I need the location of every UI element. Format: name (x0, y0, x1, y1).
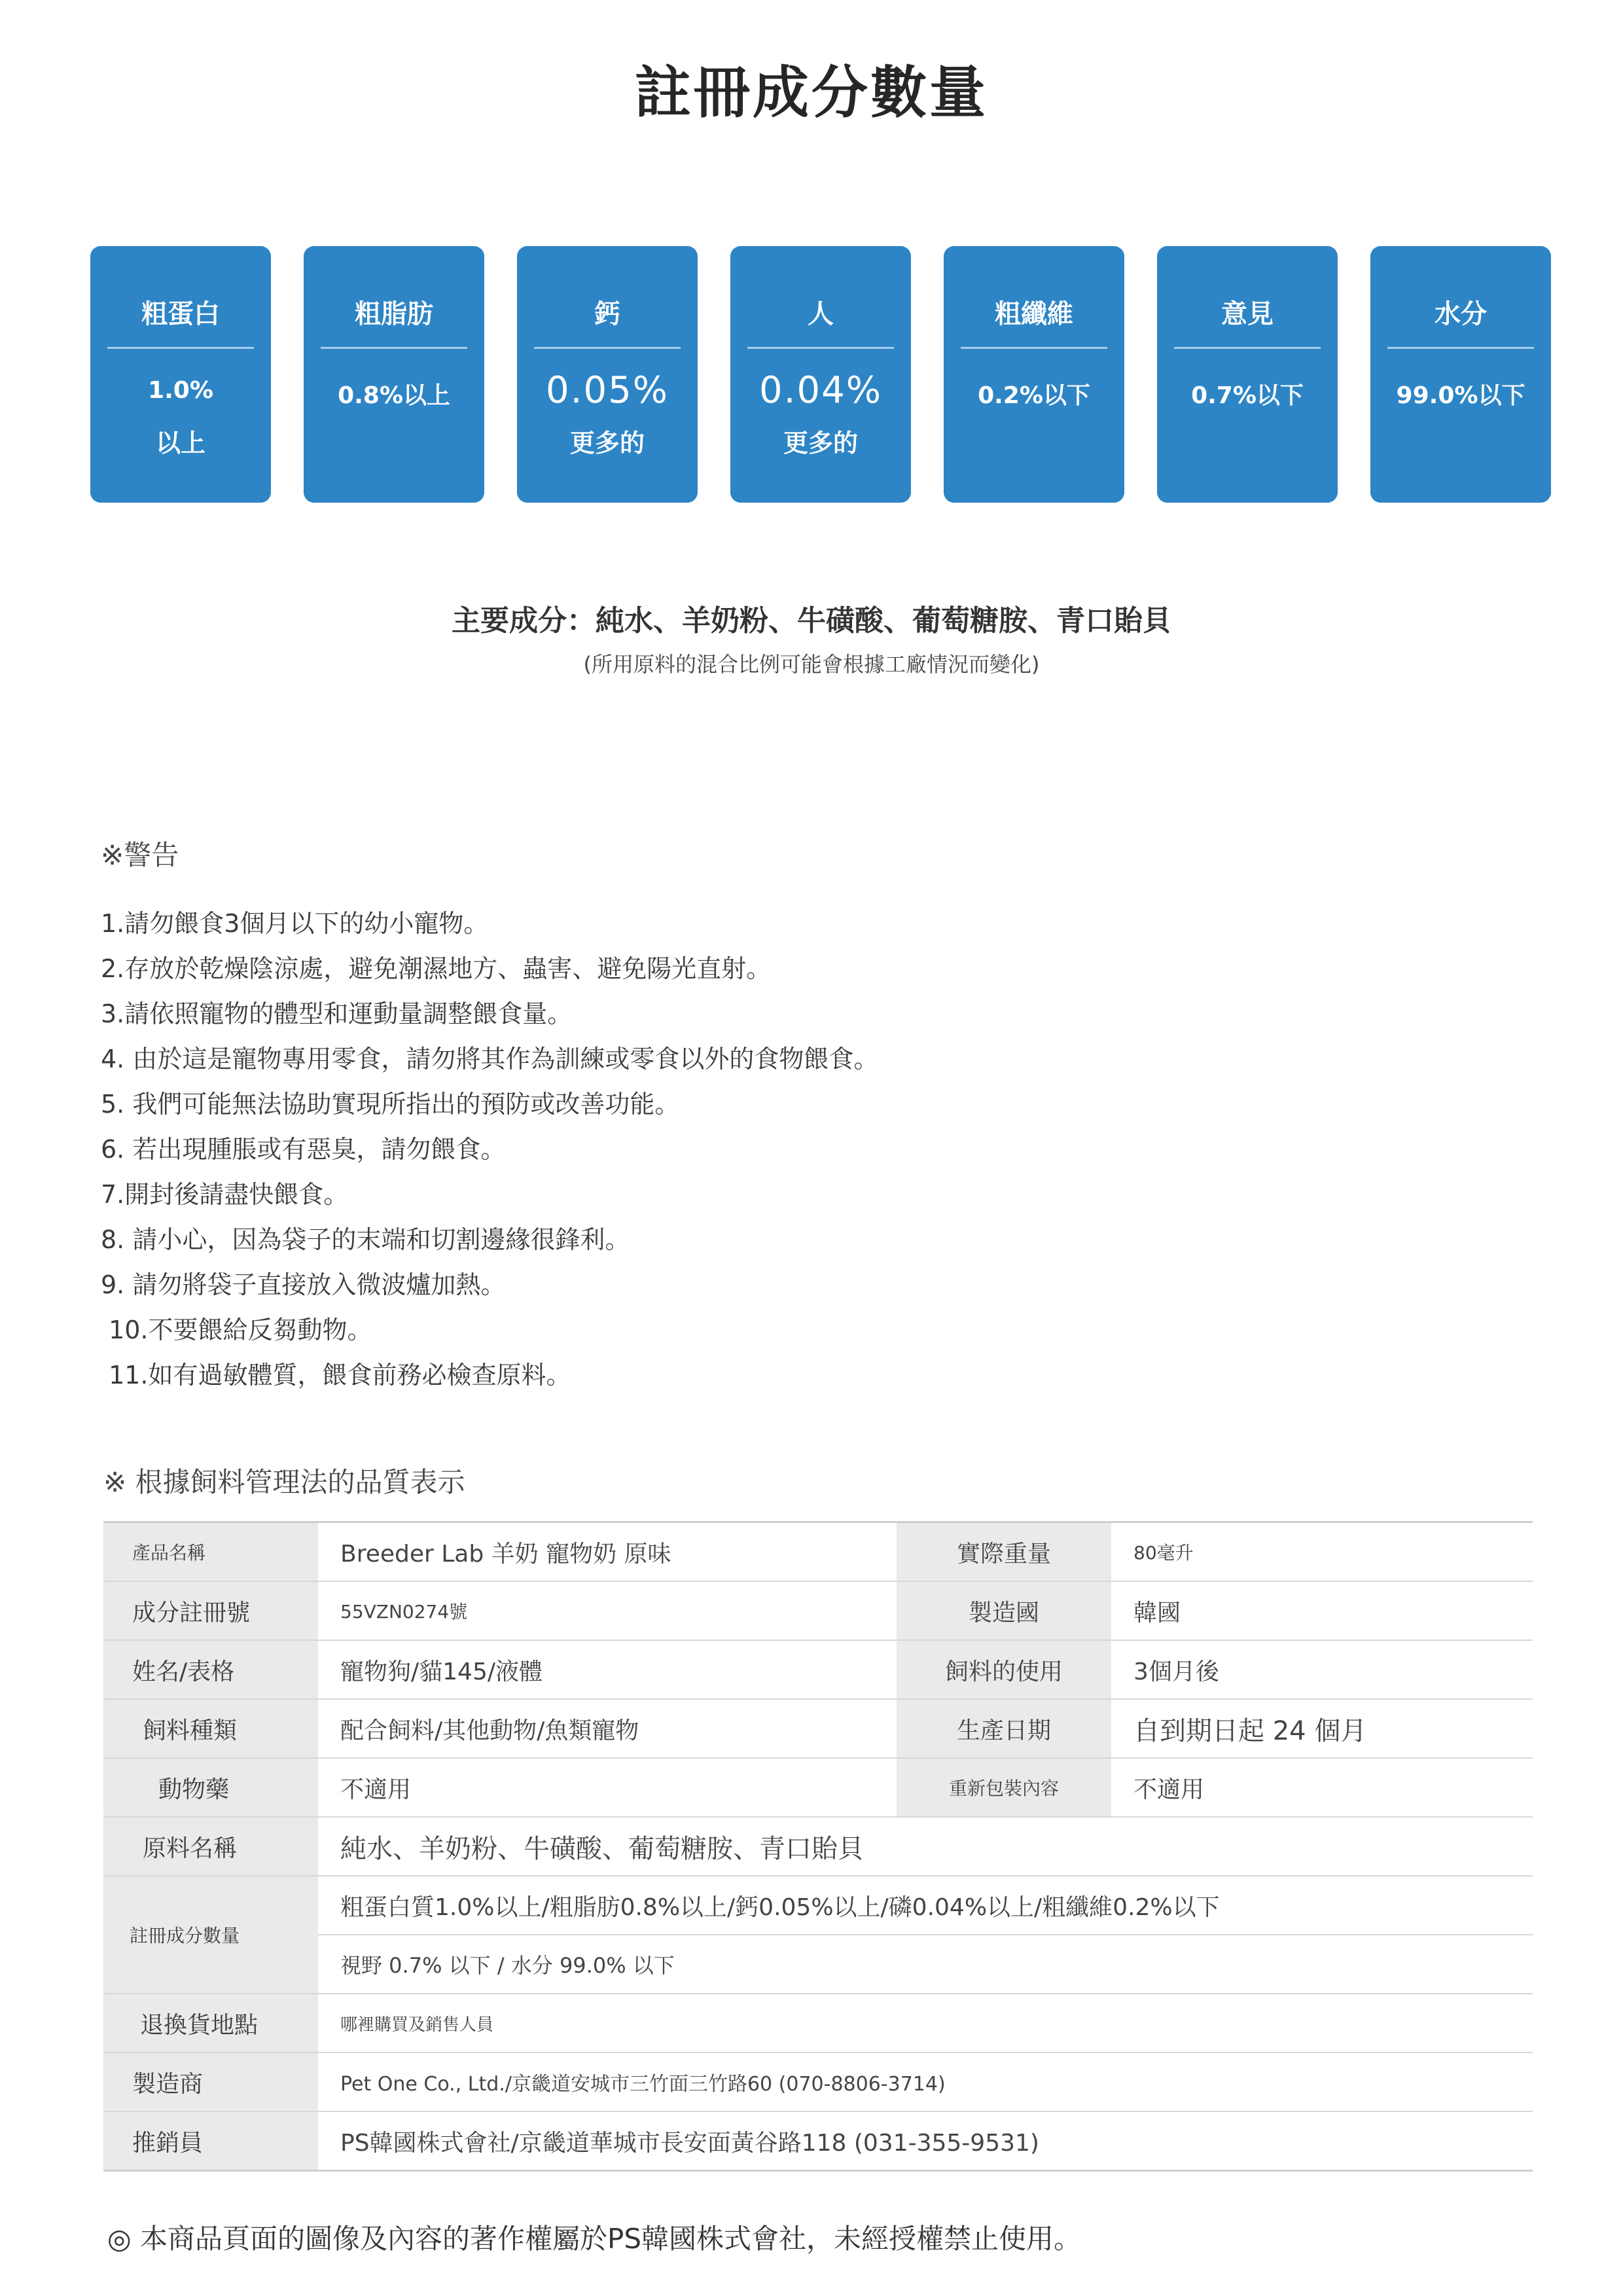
warning-item: 7.開封後請盡快餵食。 (101, 1180, 349, 1209)
table-row (103, 1581, 1533, 1640)
card-divider (534, 347, 681, 349)
card-divider (747, 347, 894, 349)
nutrient-value: 0.7%以下 (1191, 382, 1304, 409)
quality-label-table (103, 1521, 1533, 2172)
origin-label: 製造國 (897, 1581, 1111, 1640)
feed-type-value: 配合飼料/其他動物/魚類寵物 (318, 1699, 897, 1758)
nutrient-value: 1.0% (148, 377, 213, 404)
nutrient-name: 鈣 (594, 299, 620, 329)
warning-item: 6. 若出現腫脹或有惡臭，請勿餵食。 (101, 1135, 506, 1164)
warnings-heading: ※警告 (101, 839, 179, 871)
origin-value: 韓國 (1111, 1581, 1533, 1640)
main-ingredients: 主要成分：純水、羊奶粉、牛磺酸、葡萄糖胺、青口貽貝 (452, 604, 1171, 637)
card-divider (1174, 347, 1321, 349)
nutrient-name: 水分 (1435, 299, 1487, 329)
table-row (103, 1758, 1533, 1817)
reg-amount-line-1: 粗蛋白質1.0%以上/粗脂肪0.8%以上/鈣0.05%以上/磷0.04%以上/粗纖維0.2%以下 (318, 1876, 1533, 1935)
nutrient-value: 0.2%以下 (978, 382, 1090, 409)
nutrient-name: 意見 (1221, 299, 1274, 329)
nutrient-name: 粗脂肪 (355, 299, 433, 329)
table-row (103, 1522, 1533, 1582)
card-divider (961, 347, 1107, 349)
vet-drug-value: 不適用 (318, 1758, 897, 1817)
maker-label: 製造商 (103, 2053, 318, 2111)
card-divider (321, 347, 467, 349)
copyright-notice: ◎ 本商品頁面的圖像及內容的著作權屬於PS韓國株式會社，未經授權禁止使用。 (107, 2223, 1081, 2255)
nutrient-name: 人 (808, 299, 834, 329)
warnings-list (101, 903, 878, 1400)
nutrient-value: 0.05% (546, 369, 669, 412)
table-row (103, 1699, 1533, 1758)
reg-amount-line-2: 視野 0.7% 以下 / 水分 99.0% 以下 (318, 1935, 1533, 1994)
reg-no-value: 55VZN0274號 (318, 1581, 897, 1640)
actual-weight-value: 80毫升 (1111, 1522, 1533, 1582)
nutrient-value: 0.8%以上 (338, 382, 450, 409)
ingredients-note: (所用原料的混合比例可能會根據工廠情況而變化) (583, 652, 1040, 677)
warning-item: 10.不要餵給反芻動物。 (101, 1316, 372, 1344)
warning-item: 5. 我們可能無法協助實現所指出的預防或改善功能。 (101, 1090, 680, 1119)
feed-type-label: 飼料種類 (103, 1699, 318, 1758)
table-row (103, 1935, 1533, 1994)
warning-item: 3.請依照寵物的體型和運動量調整餵食量。 (101, 999, 573, 1028)
warning-item: 1.請勿餵食3個月以下的幼小寵物。 (101, 909, 489, 938)
warning-item: 2.存放於乾燥陰涼處，避免潮濕地方、蟲害、避免陽光直射。 (101, 954, 772, 983)
raw-material-value: 純水、羊奶粉、牛磺酸、葡萄糖胺、青口貽貝 (318, 1817, 1533, 1876)
seller-label: 推銷員 (103, 2111, 318, 2171)
table-row (103, 1876, 1533, 1935)
repack-label: 重新包裝內容 (897, 1758, 1111, 1817)
nutrient-name: 粗纖維 (995, 299, 1073, 329)
reg-amount-label: 註冊成分數量 (103, 1876, 318, 1994)
card-divider (1387, 347, 1534, 349)
nutrient-value: 0.04% (759, 369, 882, 412)
nutrient-card-moisture (1370, 246, 1551, 503)
prod-date-label: 生產日期 (897, 1699, 1111, 1758)
repack-value: 不適用 (1111, 1758, 1533, 1817)
nutrient-value: 99.0%以下 (1396, 382, 1525, 409)
quality-label-heading: ※ 根據飼料管理法的品質表示 (103, 1466, 465, 1498)
product-name-value: Breeder Lab 羊奶 寵物奶 原味 (318, 1522, 897, 1582)
nutrient-qualifier: 更多的 (569, 429, 645, 457)
nutrient-card-fiber (944, 246, 1124, 503)
warning-item: 4. 由於這是寵物專用零食，請勿將其作為訓練或零食以外的食物餵食。 (101, 1045, 879, 1073)
page-title: 註冊成分數量 (635, 60, 988, 126)
nutrient-card-protein (90, 246, 271, 503)
usage-value: 3個月後 (1111, 1640, 1533, 1699)
raw-material-label: 原料名稱 (103, 1817, 318, 1876)
nutrient-qualifier: 以上 (155, 429, 205, 457)
card-divider (107, 347, 254, 349)
return-value: 哪裡購買及銷售人員 (318, 1994, 1533, 2053)
seller-value: PS韓國株式會社/京畿道華城市長安面黃谷路118 (031-355-9531) (318, 2111, 1533, 2171)
return-label: 退換貨地點 (103, 1994, 318, 2053)
prod-date-value: 自到期日起 24 個月 (1111, 1699, 1533, 1758)
nutrient-card-fat (304, 246, 484, 503)
table-row (103, 1817, 1533, 1876)
nutrient-card-phosphorus (730, 246, 911, 503)
table-row (103, 1640, 1533, 1699)
name-spec-value: 寵物狗/貓145/液體 (318, 1640, 897, 1699)
reg-no-label: 成分註冊號 (103, 1581, 318, 1640)
nutrient-card-calcium (517, 246, 698, 503)
actual-weight-label: 實際重量 (897, 1522, 1111, 1582)
warning-item: 8. 請小心，因為袋子的末端和切割邊緣很鋒利。 (101, 1225, 630, 1254)
usage-label: 飼料的使用 (897, 1640, 1111, 1699)
nutrient-name: 粗蛋白 (141, 299, 220, 329)
table-row (103, 1994, 1533, 2053)
table-row (103, 2053, 1533, 2111)
maker-value: Pet One Co., Ltd./京畿道安城市三竹面三竹路60 (070-8806-3714) (318, 2053, 1533, 2111)
warning-item: 11.如有過敏體質，餵食前務必檢查原料。 (101, 1361, 571, 1390)
table-row (103, 2111, 1533, 2171)
vet-drug-label: 動物藥 (103, 1758, 318, 1817)
product-name-label: 產品名稱 (103, 1522, 318, 1582)
nutrient-card-ash (1157, 246, 1338, 503)
warning-item: 9. 請勿將袋子直接放入微波爐加熱。 (101, 1270, 506, 1299)
name-spec-label: 姓名/表格 (103, 1640, 318, 1699)
nutrient-qualifier: 更多的 (783, 429, 858, 457)
